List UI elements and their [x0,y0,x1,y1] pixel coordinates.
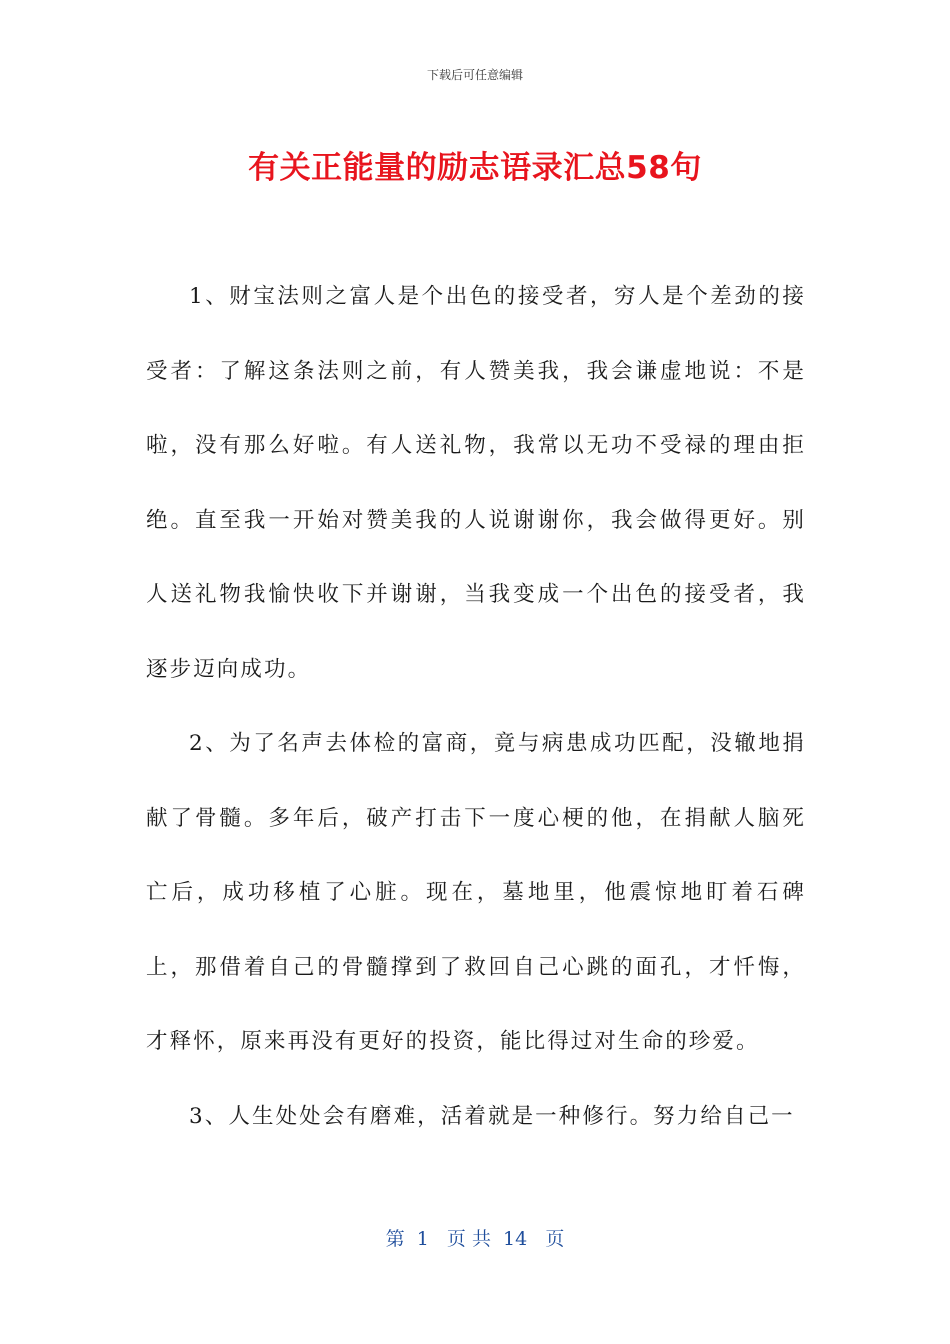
document-title: 有关正能量的励志语录汇总58句 [248,150,702,186]
document-body [146,260,806,1154]
paragraph-3: 3、人生处处会有磨难，活着就是一种修行。努力给自己一 [189,1103,795,1129]
page-footer: 第 1 页 共 14 页 [385,1228,565,1250]
paragraph-1: 1、财宝法则之富人是个出色的接受者，穷人是个差劲的接受者：了解这条法则之前，有人赞美我，我会谦虚地说：不是啦，没有那么好啦。有人送礼物，我常以无功不受禄的理由拒绝。直至我一开始对赞美我的人说谢谢你，我会做得更好。别人送礼物我愉快收下并谢谢，当我变成一个出色的接受者，我逐步迈向成功。 [146,284,806,682]
page-header-note: 下载后可任意编辑 [426,68,523,82]
paragraph-2: 2、为了名声去体检的富商，竟与病患成功匹配，没辙地捐献了骨髓。多年后，破产打击下一度心梗的他，在捐献人脑死亡后，成功移植了心脏。现在，墓地里，他震惊地盯着石碑上，那借着自己的骨髓撑到了救回自己心跳的面孔，才忏悔，才释怀，原来再没有更好的投资，能比得过对生命的珍爱。 [146,731,806,1054]
